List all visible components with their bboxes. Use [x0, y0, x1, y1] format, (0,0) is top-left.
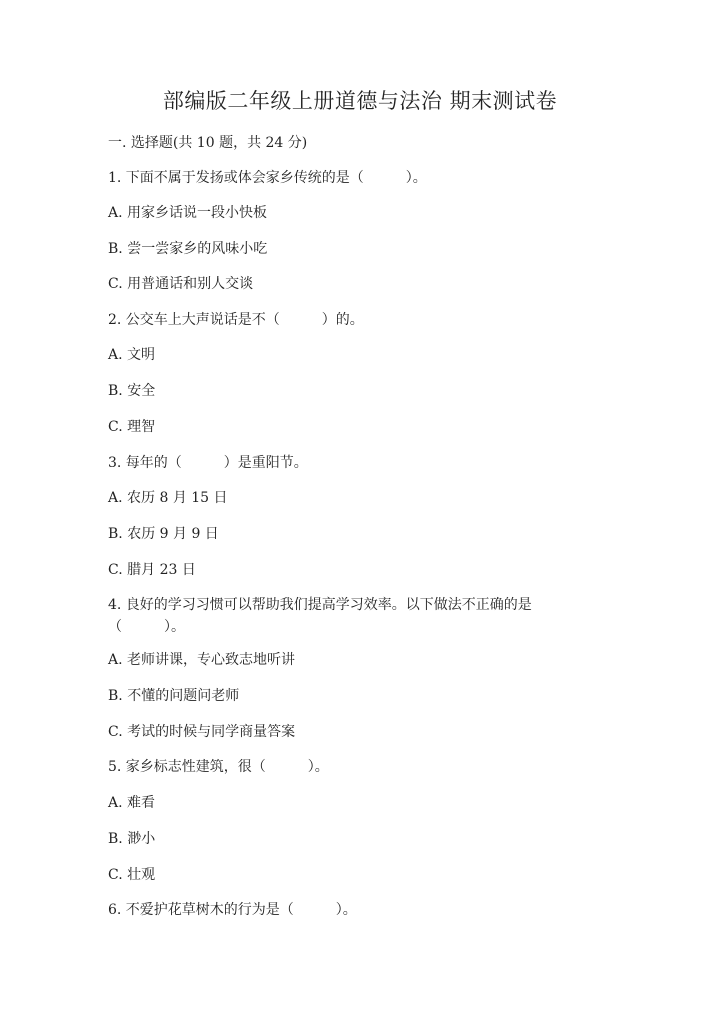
answer-option: B. 不懂的问题问老师: [108, 688, 240, 704]
answer-option: A. 农历 8 月 15 日: [108, 490, 228, 506]
question-stem: 2. 公交车上大声说话是不（ ）的。: [108, 312, 364, 328]
answer-option: A. 用家乡话说一段小快板: [108, 205, 268, 221]
question-stem: 5. 家乡标志性建筑，很（ ）。: [108, 759, 329, 775]
answer-option: A. 文明: [108, 347, 156, 363]
page-title: 部编版二年级上册道德与法治 期末测试卷: [162, 89, 558, 113]
question-stem: 3. 每年的（ ）是重阳节。: [108, 455, 308, 471]
answer-option: C. 用普通话和别人交谈: [108, 276, 254, 292]
answer-option: A. 难看: [108, 795, 156, 811]
answer-option: B. 安全: [108, 383, 156, 399]
question-stem: 1. 下面不属于发扬或体会家乡传统的是（ ）。: [108, 170, 427, 186]
answer-option: C. 理智: [108, 419, 156, 435]
answer-option: C. 壮观: [108, 867, 156, 883]
question-stem: 4. 良好的学习习惯可以帮助我们提高学习效率。以下做法不正确的是（ ）。: [108, 597, 532, 635]
answer-option: C. 腊月 23 日: [108, 562, 196, 578]
question-stem: 6. 不爱护花草树木的行为是（ ）。: [108, 902, 357, 918]
answer-option: A. 老师讲课，专心致志地听讲: [108, 652, 296, 668]
section-header: 一. 选择题(共 10 题，共 24 分): [108, 135, 308, 151]
answer-option: B. 渺小: [108, 831, 156, 847]
answer-option: B. 尝一尝家乡的风味小吃: [108, 241, 268, 257]
answer-option: C. 考试的时候与同学商量答案: [108, 724, 296, 740]
answer-option: B. 农历 9 月 9 日: [108, 526, 219, 542]
